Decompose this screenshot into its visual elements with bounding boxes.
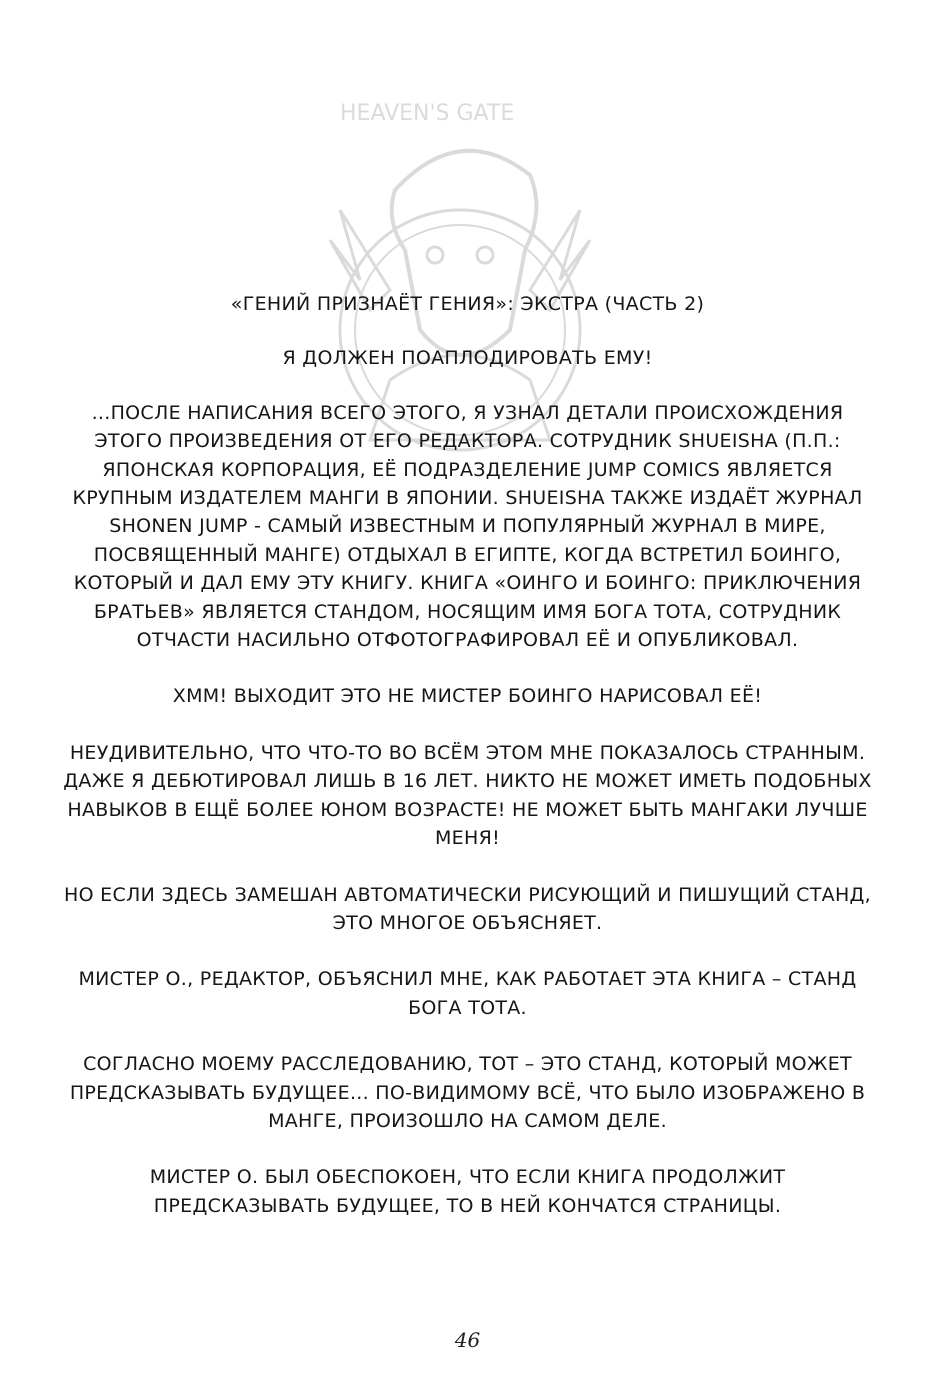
paragraph: ХММ! ВЫХОДИТ ЭТО НЕ МИСТЕР БОИНГО НАРИСОВАЛ ЕЁ! [172,685,763,708]
paragraph: НО ЕСЛИ ЗДЕСЬ ЗАМЕШАН АВТОМАТИЧЕСКИ РИСУЮЩИЙ И ПИШУЩИЙ СТАНД, ЭТО МНОГОЕ ОБЪЯСНЯЕТ. [63,883,872,934]
paragraph: Я ДОЛЖЕН ПОАПЛОДИРОВАТЬ ЕМУ! [282,347,653,370]
paragraph: СОГЛАСНО МОЕМУ РАССЛЕДОВАНИЮ, ТОТ – ЭТО СТАНД, КОТОРЫЙ МОЖЕТ ПРЕДСКАЗЫВАТЬ БУДУЩЕЕ... ПО-ВИДИМОМУ ВСЁ, ЧТО БЫЛО ИЗОБРАЖЕНО В МАНГЕ, ПРОИЗОШЛО НА САМОМ ДЕЛЕ. [69,1053,866,1132]
main-text [60,290,875,1248]
paragraph: МИСТЕР О. БЫЛ ОБЕСПОКОЕН, ЧТО ЕСЛИ КНИГА ПРОДОЛЖИТ ПРЕДСКАЗЫВАТЬ БУДУЩЕЕ, ТО В НЕЙ КОНЧАТСЯ СТРАНИЦЫ. [149,1166,786,1217]
paragraph: МИСТЕР О., РЕДАКТОР, ОБЪЯСНИЛ МНЕ, КАК РАБОТАЕТ ЭТА КНИГА – СТАНД БОГА ТОТА. [78,968,857,1019]
page-number: 46 [454,1328,481,1352]
paragraph: НЕУДИВИТЕЛЬНО, ЧТО ЧТО-ТО ВО ВСЁМ ЭТОМ МНЕ ПОКАЗАЛОСЬ СТРАННЫМ. ДАЖЕ Я ДЕБЮТИРОВАЛ ЛИШЬ В 16 ЛЕТ. НИКТО НЕ МОЖЕТ ИМЕТЬ ПОДОБНЫХ НАВЫКОВ В ЕЩЁ БОЛЕЕ ЮНОМ ВОЗРАСТЕ! НЕ МОЖЕТ БЫТЬ МАНГАКИ ЛУЧШЕ МЕНЯ! [63,741,872,850]
page-title: «ГЕНИЙ ПРИЗНАЁТ ГЕНИЯ»: ЭКСТРА (ЧАСТЬ 2) [230,293,705,315]
watermark-caption: HEAVEN'S GATE [340,101,515,126]
paragraph: ...ПОСЛЕ НАПИСАНИЯ ВСЕГО ЭТОГО, Я УЗНАЛ ДЕТАЛИ ПРОИСХОЖДЕНИЯ ЭТОГО ПРОИЗВЕДЕНИЯ ОТ ЕГО РЕДАКТОРА. СОТРУДНИК SHUEISHA (П.П.: ЯПОНСКАЯ КОРПОРАЦИЯ, ЕЁ ПОДРАЗДЕЛЕНИЕ JUMP COMICS ЯВЛЯЕТСЯ КРУПНЫМ ИЗДАТЕЛЕМ МАНГИ В ЯПОНИИ. SHUEISHA ТАКЖЕ ИЗДАЁТ ЖУРНАЛ SHONEN JUMP - САМЫЙ ИЗВЕСТНЫМ И ПОПУЛЯРНЫЙ ЖУРНАЛ В МИРЕ, ПОСВЯЩЕННЫЙ МАНГЕ) ОТДЫХАЛ В ЕГИПТЕ, КОГДА ВСТРЕТИЛ БОИНГО, КОТОРЫЙ И ДАЛ ЕМУ ЭТУ КНИГУ. КНИГА «ОИНГО И БОИНГО: ПРИКЛЮЧЕНИЯ БРАТЬЕВ» ЯВЛЯЕТСЯ СТАНДОМ, НОСЯЩИМ ИМЯ БОГА ТОТА, СОТРУДНИК ОТЧАСТИ НАСИЛЬНО ОТФОТОГРАФИРОВАЛ ЕЁ И ОПУБЛИКОВАЛ. [72,401,863,652]
